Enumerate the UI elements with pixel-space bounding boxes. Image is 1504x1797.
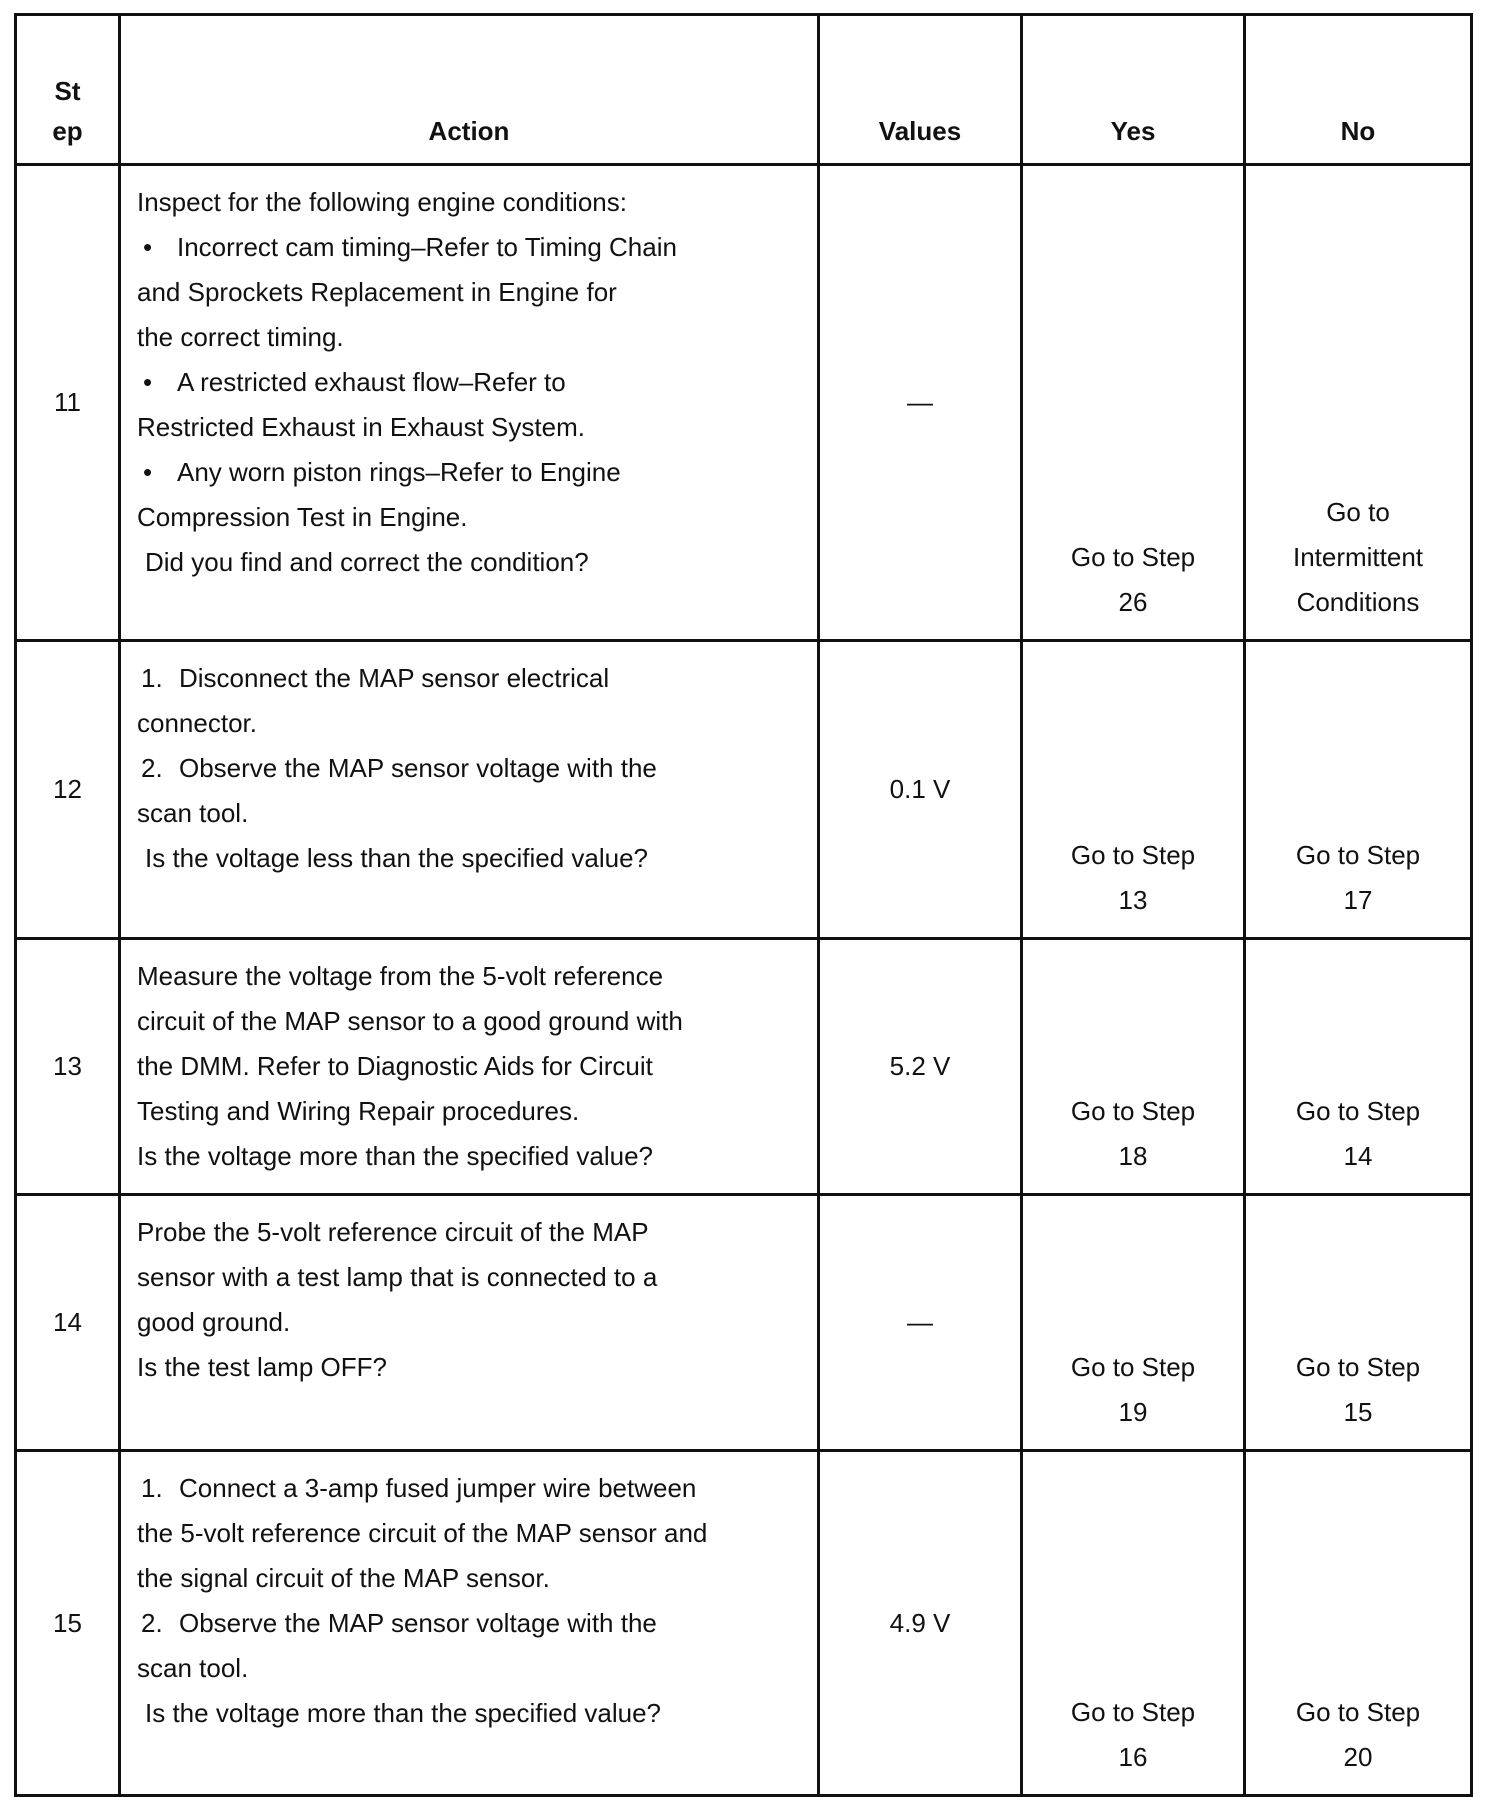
action-line: Inspect for the following engine conditions: — [137, 187, 627, 217]
header-values: Values — [819, 15, 1022, 165]
action-line-text: Observe the MAP sensor voltage with the — [179, 1608, 657, 1638]
step-number: 11 — [16, 165, 120, 641]
action-line — [137, 225, 797, 270]
value-cell: 5.2 V — [819, 939, 1022, 1195]
no-cell — [1245, 939, 1472, 1195]
action-line-text: Disconnect the MAP sensor electrical — [179, 663, 610, 693]
table-row-step-11 — [16, 165, 1472, 641]
no-cell — [1245, 1451, 1472, 1796]
yes-cell — [1022, 1195, 1245, 1451]
action-line: Testing and Wiring Repair procedures. — [137, 1096, 580, 1126]
header-yes: Yes — [1022, 15, 1245, 165]
yes-line: Go to Step — [1070, 1352, 1196, 1382]
list-number: 1. — [141, 663, 163, 693]
action-line — [137, 746, 797, 791]
action-line-text: Incorrect cam timing–Refer to Timing Chain — [177, 232, 677, 262]
no-line: Conditions — [1296, 587, 1420, 617]
action-line — [137, 656, 797, 701]
action-line: good ground. — [137, 1307, 291, 1337]
action-line — [137, 360, 797, 405]
list-number: 1. — [141, 1473, 163, 1503]
action-cell — [120, 939, 819, 1195]
no-line: 14 — [1343, 1141, 1373, 1171]
no-cell — [1245, 165, 1472, 641]
yes-cell — [1022, 1451, 1245, 1796]
no-line: Go to Step — [1295, 1697, 1421, 1727]
action-line — [137, 450, 797, 495]
diagnostic-table — [14, 13, 1473, 1797]
header-action: Action — [120, 15, 819, 165]
yes-line: 13 — [1118, 885, 1148, 915]
no-line: Go to Step — [1295, 1096, 1421, 1126]
action-question: Is the voltage less than the specified value? — [145, 843, 648, 873]
header-step-line-1: St — [54, 76, 81, 106]
action-question: Is the voltage more than the specified value? — [137, 1141, 653, 1171]
table-row-step-15 — [16, 1451, 1472, 1796]
header-row — [16, 15, 1472, 165]
action-instructions — [137, 1466, 797, 1691]
action-line — [137, 1466, 797, 1511]
table-row-step-12 — [16, 641, 1472, 939]
action-line: the DMM. Refer to Diagnostic Aids for Circuit — [137, 1051, 653, 1081]
step-number: 15 — [16, 1451, 120, 1796]
no-line: 20 — [1343, 1742, 1373, 1772]
action-line: Measure the voltage from the 5-volt reference — [137, 961, 664, 991]
header-no: No — [1245, 15, 1472, 165]
bullet-mark: • — [143, 457, 153, 487]
no-line: Go to Step — [1295, 1352, 1421, 1382]
action-line: Restricted Exhaust in Exhaust System. — [137, 412, 585, 442]
step-number: 12 — [16, 641, 120, 939]
value-cell: — — [819, 1195, 1022, 1451]
action-line: sensor with a test lamp that is connected to a — [137, 1262, 658, 1292]
no-cell — [1245, 1195, 1472, 1451]
action-line: the 5-volt reference circuit of the MAP sensor and — [137, 1518, 708, 1548]
no-line: 15 — [1343, 1397, 1373, 1427]
step-number: 13 — [16, 939, 120, 1195]
action-question: Is the test lamp OFF? — [137, 1352, 387, 1382]
action-line: circuit of the MAP sensor to a good ground with — [137, 1006, 683, 1036]
yes-cell — [1022, 939, 1245, 1195]
action-line-text: Any worn piston rings–Refer to Engine — [177, 457, 621, 487]
yes-line: Go to Step — [1070, 1096, 1196, 1126]
bullet-mark: • — [143, 367, 153, 397]
action-line: Probe the 5-volt reference circuit of the MAP — [137, 1217, 649, 1247]
action-line: connector. — [137, 708, 257, 738]
action-line: scan tool. — [137, 1653, 249, 1683]
yes-line: Go to Step — [1070, 840, 1196, 870]
action-instructions — [137, 954, 797, 1134]
list-number: 2. — [141, 753, 163, 783]
action-line — [137, 1601, 797, 1646]
table-row-step-14 — [16, 1195, 1472, 1451]
action-line: the signal circuit of the MAP sensor. — [137, 1563, 550, 1593]
yes-cell — [1022, 165, 1245, 641]
header-step-line-2: ep — [52, 116, 83, 146]
yes-line: Go to Step — [1070, 542, 1196, 572]
action-instructions — [137, 1210, 797, 1345]
no-line: Go to Step — [1295, 840, 1421, 870]
action-line-text: Observe the MAP sensor voltage with the — [179, 753, 657, 783]
action-line: and Sprockets Replacement in Engine for — [137, 277, 617, 307]
header-step — [16, 15, 120, 165]
action-line-text: A restricted exhaust flow–Refer to — [177, 367, 566, 397]
no-cell — [1245, 641, 1472, 939]
value-cell: — — [819, 165, 1022, 641]
value-cell: 0.1 V — [819, 641, 1022, 939]
action-line-text: Connect a 3-amp fused jumper wire between — [179, 1473, 697, 1503]
list-number: 2. — [141, 1608, 163, 1638]
no-line: Go to — [1326, 497, 1390, 527]
yes-line: Go to Step — [1070, 1697, 1196, 1727]
yes-line: 26 — [1118, 587, 1148, 617]
action-instructions — [137, 180, 797, 540]
action-line: Compression Test in Engine. — [137, 502, 468, 532]
action-cell — [120, 165, 819, 641]
action-instructions — [137, 656, 797, 836]
bullet-mark: • — [143, 232, 153, 262]
no-line: Intermittent — [1292, 542, 1424, 572]
yes-line: 19 — [1118, 1397, 1148, 1427]
yes-cell — [1022, 641, 1245, 939]
action-line: the correct timing. — [137, 322, 344, 352]
yes-line: 16 — [1118, 1742, 1148, 1772]
yes-line: 18 — [1118, 1141, 1148, 1171]
no-line: 17 — [1343, 885, 1373, 915]
table-row-step-13 — [16, 939, 1472, 1195]
action-cell — [120, 641, 819, 939]
step-number: 14 — [16, 1195, 120, 1451]
action-line: scan tool. — [137, 798, 249, 828]
value-cell: 4.9 V — [819, 1451, 1022, 1796]
action-question: Did you find and correct the condition? — [145, 547, 589, 577]
action-question: Is the voltage more than the specified value? — [145, 1698, 661, 1728]
action-cell — [120, 1451, 819, 1796]
action-cell — [120, 1195, 819, 1451]
